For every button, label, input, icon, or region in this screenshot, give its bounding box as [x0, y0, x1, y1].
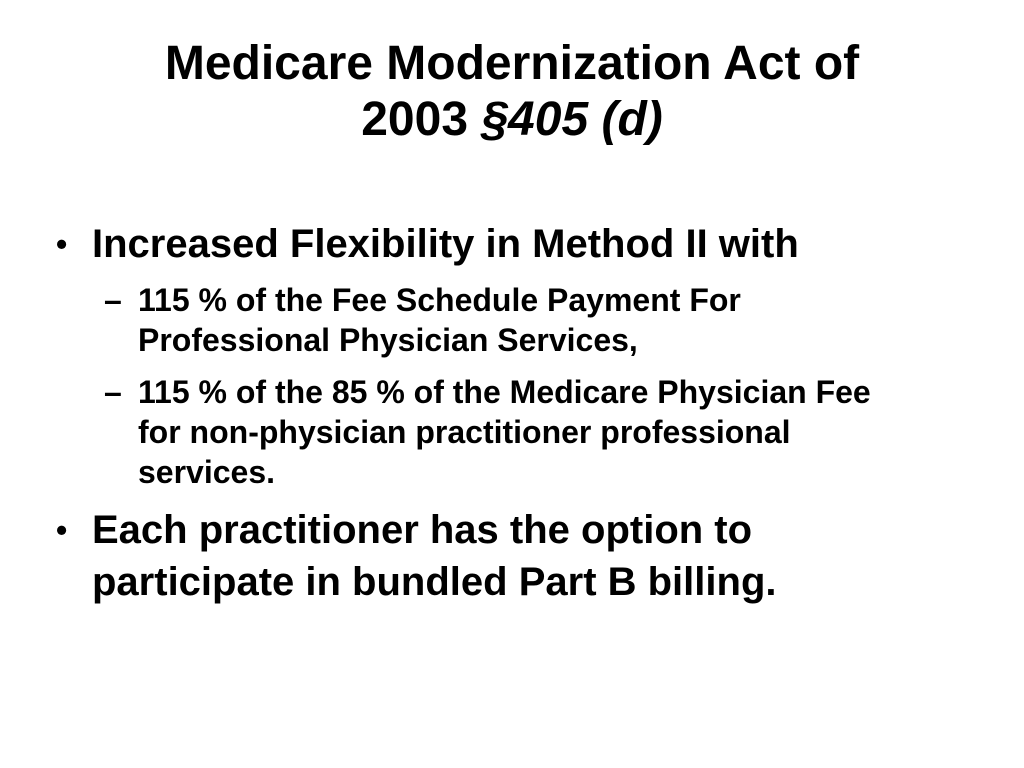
- sub-bullet-text: 115 % of the Fee Schedule Payment For Professional Physician Services,: [138, 282, 741, 358]
- bullet-marker: •: [56, 226, 68, 262]
- bullet-text: Each practitioner has the option to participate in bundled Part B billing.: [92, 508, 777, 604]
- bullet-marker: •: [56, 512, 68, 548]
- sub-bullet-list: [0, 280, 1024, 492]
- sub-bullet-text: 115 % of the 85 % of the Medicare Physician Fee for non-physician practitioner professional services.: [138, 374, 871, 490]
- title-line-2: [0, 92, 1024, 148]
- bullet-item: [0, 218, 952, 270]
- sub-list-wrapper: [0, 280, 1024, 492]
- bullet-list: [0, 218, 1024, 618]
- bullet-text: Increased Flexibility in Method II with: [92, 222, 799, 266]
- dash-marker: –: [104, 374, 122, 410]
- slide-title: [0, 36, 1024, 148]
- title-line-1: Medicare Modernization Act of: [164, 37, 860, 90]
- title-section: §405 (d): [481, 93, 663, 146]
- bullet-item: [0, 504, 952, 608]
- title-year: 2003: [361, 93, 482, 146]
- sub-bullet-item: [0, 372, 918, 492]
- sub-bullet-item: [0, 280, 918, 360]
- dash-marker: –: [104, 282, 122, 318]
